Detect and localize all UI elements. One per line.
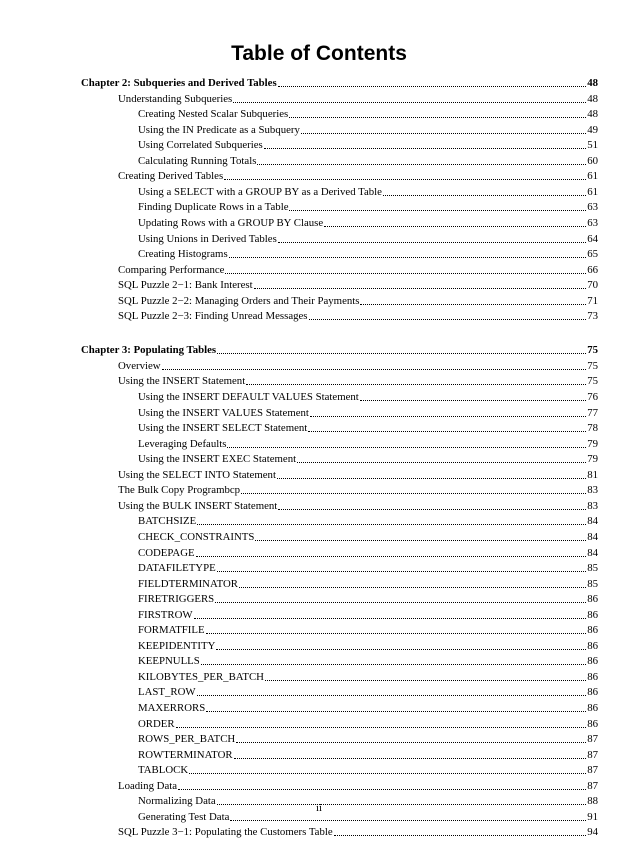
toc-entry-title: Using Unions in Derived Tables — [138, 232, 277, 245]
dot-leader — [230, 820, 586, 821]
toc-subsection-entry[interactable] — [138, 139, 598, 152]
toc-subsection-entry[interactable] — [138, 578, 598, 591]
toc-subsection-entry[interactable] — [138, 217, 598, 230]
toc-entry-title: LAST_ROW — [138, 686, 196, 699]
dot-leader — [233, 102, 586, 103]
toc-entry-page: 61 — [587, 170, 598, 183]
toc-subsection-entry[interactable] — [138, 201, 598, 214]
toc-entry-title: Chapter 2: Subqueries and Derived Tables — [81, 77, 277, 89]
toc-entry-title: Using the BULK INSERT Statement — [118, 499, 278, 512]
toc-subsection-entry[interactable] — [138, 609, 598, 622]
toc-subsection-entry[interactable] — [138, 422, 598, 435]
dot-leader — [217, 353, 586, 354]
dot-leader — [215, 602, 586, 603]
dot-leader — [246, 384, 586, 385]
toc-subsection-entry[interactable] — [138, 640, 598, 653]
toc-entry-title: BATCHSIZE — [138, 515, 197, 528]
toc-entry-page: 70 — [587, 279, 598, 292]
toc-section-entry[interactable] — [118, 93, 598, 106]
toc-entry-title: FIRETRIGGERS — [138, 593, 215, 606]
toc-entry-title: Using the INSERT DEFAULT VALUES Statement — [138, 391, 359, 403]
toc-entry-page: 91 — [587, 810, 598, 823]
toc-subsection-entry[interactable] — [138, 124, 598, 137]
toc-subsection-entry[interactable] — [138, 764, 598, 777]
toc-entry-title: Using the IN Predicate as a Subquery — [138, 123, 300, 136]
toc-entry-title: SQL Puzzle 2−3: Finding Unread Messages — [118, 310, 308, 323]
toc-entry-page: 79 — [587, 437, 598, 450]
toc-entry-title: Using the SELECT INTO Statement — [118, 468, 276, 481]
toc-entry-page: 84 — [587, 515, 598, 528]
toc-entry-page: 86 — [587, 655, 598, 668]
toc-subsection-entry[interactable] — [138, 531, 598, 544]
toc-entry-page: 75 — [587, 344, 598, 357]
toc-entry-title: FIELDTERMINATOR — [138, 577, 238, 590]
dot-leader — [189, 773, 586, 774]
toc-section-entry[interactable] — [118, 780, 598, 793]
toc-entry-page: 88 — [587, 795, 598, 808]
dot-leader — [255, 540, 586, 541]
toc-subsection-entry[interactable] — [138, 108, 598, 121]
dot-leader — [383, 195, 586, 196]
dot-leader — [278, 242, 586, 243]
toc-entry-page: 76 — [587, 391, 598, 403]
toc-entry-page: 94 — [587, 826, 598, 839]
toc-entry-page: 77 — [587, 406, 598, 419]
dot-leader — [277, 478, 586, 479]
toc-entry-page: 87 — [587, 764, 598, 777]
toc-subsection-entry[interactable] — [138, 733, 598, 746]
toc-subsection-entry[interactable] — [138, 562, 598, 575]
toc-entry-page: 48 — [587, 108, 598, 121]
dot-leader — [324, 226, 586, 227]
toc-chapter-entry[interactable] — [81, 77, 598, 90]
toc-entry-title: ROWTERMINATOR — [138, 748, 233, 761]
toc-entry-title: CODEPAGE — [138, 546, 195, 559]
toc-entry-title: CHECK_CONSTRAINTS — [138, 530, 255, 543]
toc-subsection-entry[interactable] — [138, 593, 598, 606]
toc-entry-title: Creating Derived Tables — [118, 170, 224, 183]
toc-entry-title: Creating Nested Scalar Subqueries — [138, 108, 289, 121]
dot-leader — [334, 835, 587, 836]
toc-entry-title: Using Correlated Subqueries — [138, 139, 263, 152]
dot-leader — [301, 133, 586, 134]
toc-entry-title: FORMATFILE — [138, 624, 205, 637]
toc-section-entry[interactable] — [118, 500, 598, 513]
toc-entry-page: 75 — [587, 375, 598, 388]
dot-leader — [178, 789, 586, 790]
toc-section-entry[interactable] — [118, 264, 598, 277]
toc-entry-title: KEEPIDENTITY — [138, 639, 216, 652]
toc-subsection-entry[interactable] — [138, 702, 598, 715]
toc-entry-title: Using a SELECT with a GROUP BY as a Derived Table — [138, 185, 382, 198]
toc-section-entry[interactable] — [118, 826, 598, 839]
dot-leader — [162, 369, 587, 370]
toc-subsection-entry[interactable] — [138, 547, 598, 560]
toc-subsection-entry[interactable] — [138, 453, 598, 466]
dot-leader — [289, 117, 586, 118]
toc-section-entry[interactable] — [118, 279, 598, 292]
dot-leader — [289, 210, 586, 211]
toc-subsection-entry[interactable] — [138, 155, 598, 168]
toc-entry-page: 81 — [587, 468, 598, 481]
toc-entry-title: DATAFILETYPE — [138, 562, 216, 574]
toc-entry-page: 86 — [587, 624, 598, 637]
toc-entry-title: Using the INSERT SELECT Statement — [138, 422, 308, 435]
dot-leader — [197, 695, 587, 696]
toc-entry-title: Creating Histograms — [138, 248, 228, 261]
toc-entry-title: MAXERRORS — [138, 701, 206, 714]
toc-entry-page: 51 — [587, 139, 598, 152]
toc-entry-page: 49 — [587, 123, 598, 136]
toc-entry-page: 79 — [587, 453, 598, 466]
toc-entry-page: 86 — [587, 639, 598, 652]
dot-leader — [201, 664, 586, 665]
toc-entry-title: SQL Puzzle 3−1: Populating the Customers Table — [118, 826, 333, 839]
toc-entry-page: 83 — [587, 499, 598, 512]
dot-leader — [310, 416, 586, 417]
dot-leader — [257, 164, 586, 165]
toc-entry-page: 87 — [587, 748, 598, 761]
toc-entry-page: 85 — [587, 562, 598, 574]
dot-leader — [194, 618, 587, 619]
toc-entry-title: Overview — [118, 359, 161, 372]
toc-section-entry[interactable] — [118, 469, 598, 482]
toc-entry-page: 87 — [587, 733, 598, 745]
toc-entry-page: 75 — [587, 359, 598, 372]
page-number: ii — [315, 802, 323, 814]
dot-leader — [197, 524, 586, 525]
toc-section-entry[interactable] — [118, 310, 598, 323]
toc-entry-title: KEEPNULLS — [138, 655, 200, 668]
dot-leader — [297, 462, 586, 463]
dot-leader — [224, 179, 586, 180]
toc-entry-title: Using the INSERT VALUES Statement — [138, 406, 309, 419]
toc-entry-page: 78 — [587, 422, 598, 435]
toc-entry-page: 86 — [587, 608, 598, 621]
dot-leader — [217, 571, 586, 572]
dot-leader — [360, 400, 586, 401]
toc-entry-title: Calculating Running Totals — [138, 154, 257, 167]
toc-entry-title: Understanding Subqueries — [118, 92, 233, 105]
toc-entry-page: 48 — [587, 77, 598, 89]
toc-subsection-entry[interactable] — [138, 749, 598, 762]
toc-subsection-entry[interactable] — [138, 233, 598, 246]
toc-entry-title: Chapter 3: Populating Tables — [81, 344, 217, 357]
dot-leader — [308, 431, 586, 432]
toc-entry-title: Comparing Performance — [118, 263, 225, 276]
toc-entry-title: The Bulk Copy Programbcp — [118, 484, 241, 497]
toc-entry-page: 85 — [587, 577, 598, 590]
dot-leader — [264, 148, 586, 149]
dot-leader — [254, 288, 587, 289]
toc-entry-title: Using the INSERT EXEC Statement — [138, 453, 297, 466]
toc-entry-title: ORDER — [138, 717, 175, 730]
toc-entry-page: 63 — [587, 217, 598, 229]
dot-leader — [265, 680, 586, 681]
toc-subsection-entry[interactable] — [138, 655, 598, 668]
toc-entry-title: SQL Puzzle 2−2: Managing Orders and Their Payments — [118, 294, 360, 307]
toc-entry-page: 83 — [587, 484, 598, 497]
toc-subsection-entry[interactable] — [138, 186, 598, 199]
toc-entry-title: SQL Puzzle 2−1: Bank Interest — [118, 279, 253, 292]
toc-entry-title: Generating Test Data — [138, 810, 230, 823]
dot-leader — [225, 273, 586, 274]
page-title: Table of Contents — [231, 42, 407, 65]
toc-section-entry[interactable] — [118, 360, 598, 373]
toc-entry-page: 71 — [587, 294, 598, 307]
toc-subsection-entry[interactable] — [138, 391, 598, 404]
dot-leader — [360, 304, 586, 305]
toc-entry-title: Finding Duplicate Rows in a Table — [138, 201, 289, 214]
toc-entry-title: Loading Data — [118, 779, 178, 792]
toc-section-entry[interactable] — [118, 295, 598, 308]
toc-entry-title: ROWS_PER_BATCH — [138, 733, 236, 745]
dot-leader — [236, 742, 586, 743]
toc-subsection-entry[interactable] — [138, 407, 598, 420]
toc-entry-title: Normalizing Data — [138, 795, 216, 808]
dot-leader — [234, 758, 587, 759]
dot-leader — [278, 86, 587, 87]
toc-subsection-entry[interactable] — [138, 686, 598, 699]
toc-entry-title: TABLOCK — [138, 764, 189, 777]
dot-leader — [278, 509, 586, 510]
toc-chapter-entry[interactable] — [81, 344, 598, 357]
toc-entry-page: 61 — [587, 185, 598, 198]
toc-entry-page: 73 — [587, 310, 598, 323]
toc-subsection-entry[interactable] — [138, 718, 598, 731]
toc-subsection-entry[interactable] — [138, 624, 598, 637]
dot-leader — [309, 319, 587, 320]
toc-entry-page: 65 — [587, 248, 598, 261]
toc-section-entry[interactable] — [118, 484, 598, 497]
toc-subsection-entry[interactable] — [138, 438, 598, 451]
toc-entry-title: KILOBYTES_PER_BATCH — [138, 670, 264, 683]
toc-entry-page: 86 — [587, 670, 598, 683]
toc-section-entry[interactable] — [118, 170, 598, 183]
toc-subsection-entry[interactable] — [138, 515, 598, 528]
dot-leader — [206, 711, 586, 712]
toc-section-entry[interactable] — [118, 375, 598, 388]
toc-entry-title: Using the INSERT Statement — [118, 375, 246, 388]
toc-entry-page: 63 — [587, 201, 598, 214]
toc-entry-page: 86 — [587, 717, 598, 730]
toc-entry-page: 64 — [587, 232, 598, 245]
dot-leader — [229, 257, 587, 258]
toc-entry-title: FIRSTROW — [138, 608, 193, 621]
toc-entry-page: 87 — [587, 779, 598, 792]
toc-entry-page: 60 — [587, 154, 598, 167]
dot-leader — [196, 556, 587, 557]
dot-leader — [227, 447, 586, 448]
toc-entry-page: 86 — [587, 686, 598, 699]
toc-subsection-entry[interactable] — [138, 671, 598, 684]
toc-entry-title: Updating Rows with a GROUP BY Clause — [138, 217, 324, 229]
toc-entry-page: 48 — [587, 92, 598, 105]
toc-entry-page: 86 — [587, 701, 598, 714]
dot-leader — [241, 493, 586, 494]
toc-entry-page: 84 — [587, 546, 598, 559]
toc-entry-page: 84 — [587, 530, 598, 543]
toc-entry-page: 66 — [587, 263, 598, 276]
toc-entry-title: Leveraging Defaults — [138, 437, 227, 450]
dot-leader — [239, 587, 586, 588]
dot-leader — [176, 727, 587, 728]
dot-leader — [206, 633, 587, 634]
toc-entry-page: 86 — [587, 593, 598, 606]
dot-leader — [216, 649, 586, 650]
toc-subsection-entry[interactable] — [138, 248, 598, 261]
